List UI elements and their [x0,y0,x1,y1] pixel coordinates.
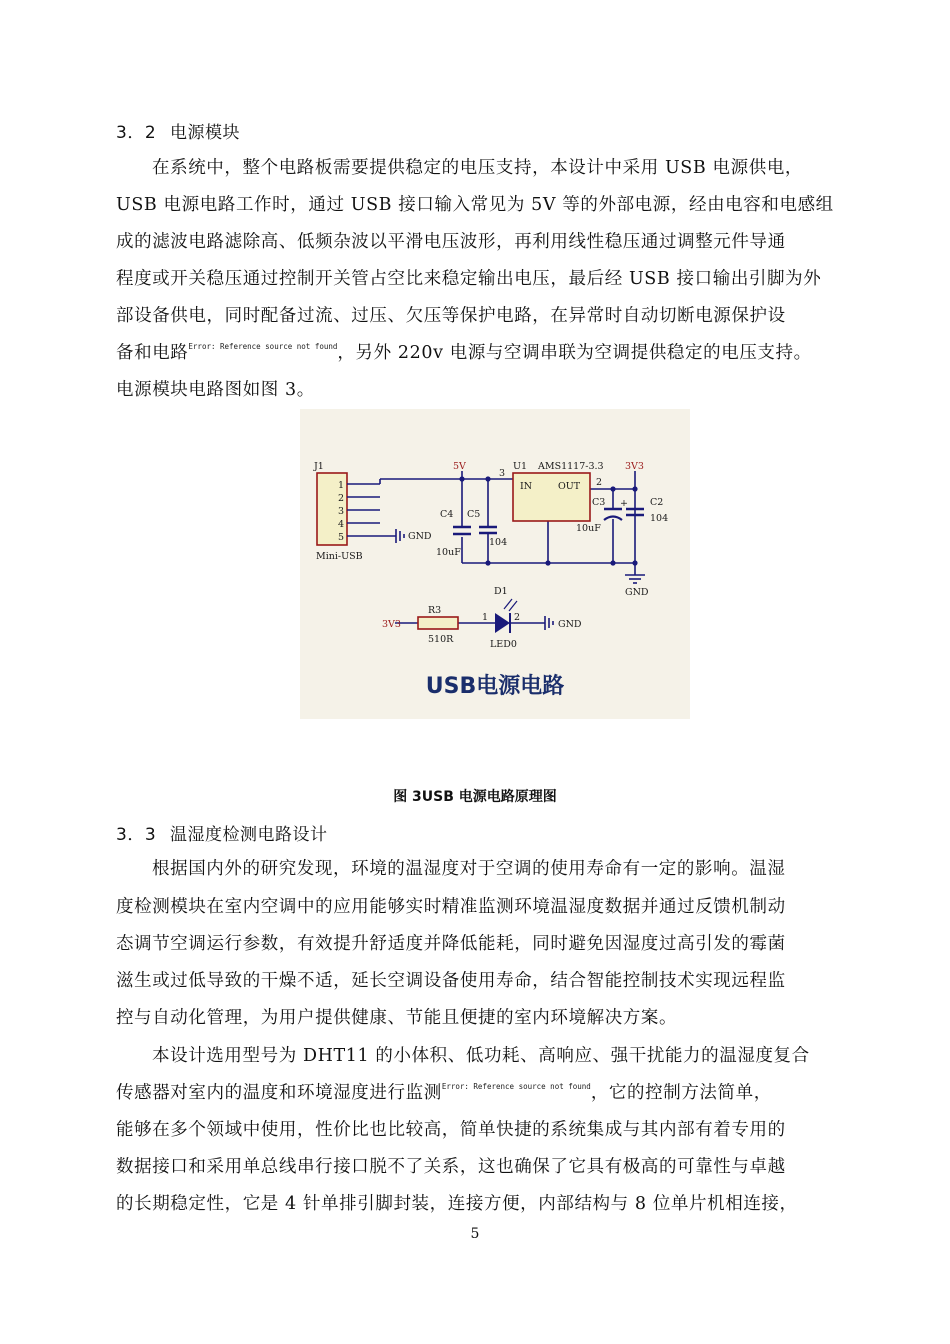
label-u1: U1 [513,461,528,472]
paragraph-line: 度检测模块在室内空调中的应用能够实时精准监测环境温湿度数据并通过反馈机制动 [116,897,786,917]
label-3v3: 3V3 [382,619,401,630]
junction-dot [632,486,637,491]
paragraph-line: USB 电源电路工作时，通过 USB 接口输入常见为 5V 等的外部电源，经由电容和电感组 [116,195,834,215]
paragraph-line: 电源模块电路图如图 3。 [116,380,315,400]
circuit-figure [300,409,690,719]
reference-error: Error: Reference source not found [441,1082,591,1091]
section-heading-3-2 [116,118,240,143]
figure-title: USB电源电路 [425,674,565,699]
label-r3: R3 [428,605,442,616]
junction-dot [632,560,637,565]
paragraph-line [116,339,812,364]
led-emission-arrow [509,601,517,611]
label-c5: C5 [467,509,481,520]
label-c3: C3 [592,497,606,508]
junction-dot [485,560,490,565]
label-in: IN [520,481,533,492]
label-c2: C2 [650,497,664,508]
schematic-svg [300,409,690,719]
label-plus: + [620,498,628,509]
label-pin: 3 [499,468,506,479]
section-heading-3-3 [116,820,328,845]
label-104: 104 [650,513,669,524]
label-5v: 5V [453,461,466,472]
label-pin: 2 [596,477,603,488]
label-mini-usb: Mini-USB [316,551,363,562]
label-gnd: GND [625,587,649,598]
figure-caption: 图 3USB 电源电路原理图 [393,789,557,805]
label-pin: 4 [338,519,345,530]
label-led0: LED0 [490,639,517,650]
resistor-r3 [418,617,458,629]
junction-dot [485,476,490,481]
text-segment: ，它的控制方法简单， [590,1083,772,1103]
paragraph-line: 能够在多个领域中使用，性价比也比较高，简单快捷的系统集成与其内部有着专用的 [116,1120,786,1140]
paragraph-line: 数据接口和采用单总线串行接口脱不了关系，这也确保了它具有极高的可靠性与卓越 [116,1157,786,1177]
junction-dot [545,560,550,565]
reference-error: Error: Reference source not found [188,342,338,351]
text-segment: ，另外 220v 电源与空调串联为空调提供稳定的电压支持。 [337,343,812,363]
label-pin: 2 [514,612,521,623]
section-number: 3．2 [116,123,157,143]
junction-dot [610,486,615,491]
text-segment: 传感器对室内的温度和环境湿度进行监测 [116,1083,442,1103]
paragraph-line: 成的滤波电路滤除高、低频杂波以平滑电压波形，再利用线性稳压通过调整元件导通 [116,232,786,252]
label-pin: 5 [338,532,345,543]
junction-dot [610,560,615,565]
section-title: 温湿度检测电路设计 [170,825,328,845]
label-10uf: 10uF [576,523,601,534]
paragraph-line: 根据国内外的研究发现，环境的温湿度对于空调的使用寿命有一定的影响。温湿 [152,859,786,879]
paragraph-line: 本设计选用型号为 DHT11 的小体积、低功耗、高响应、强干扰能力的温湿度复合 [152,1046,810,1066]
label-pin: 1 [482,612,489,623]
label-gnd: GND [558,619,582,630]
paragraph-line: 程度或开关稳压通过控制开关管占空比来稳定输出电压，最后经 USB 接口输出引脚为外 [116,269,822,289]
text-segment: 备和电路 [116,343,189,363]
label-ams1117: AMS1117-3.3 [538,461,604,472]
page-number: 5 [470,1226,480,1242]
junction-dot [459,476,464,481]
label-pin: 2 [338,493,345,504]
paragraph-line: 滋生或过低导致的干燥不适，延长空调设备使用寿命，结合智能控制技术实现远程监 [116,971,786,991]
label-c4: C4 [440,509,454,520]
label-pin: 3 [338,506,345,517]
section-number: 3．3 [116,825,157,845]
paragraph-line: 控与自动化管理，为用户提供健康、节能且便捷的室内环境解决方案。 [116,1008,678,1028]
label-pin: 1 [338,480,345,491]
label-d1: D1 [494,586,508,597]
label-gnd: GND [408,531,432,542]
led-emission-arrow [504,599,512,609]
label-104: 104 [489,537,508,548]
led-d1-icon [495,613,510,633]
paragraph-line: 在系统中，整个电路板需要提供稳定的电压支持，本设计中采用 USB 电源供电， [152,158,804,178]
section-title: 电源模块 [170,123,240,143]
paragraph-line: 的长期稳定性，它是 4 针单排引脚封装，连接方便，内部结构与 8 位单片机相连接， [116,1194,798,1214]
paragraph-line [116,1079,772,1104]
label-3v3: 3V3 [625,461,644,472]
label-out: OUT [558,481,581,492]
paragraph-line: 部设备供电，同时配备过流、过压、欠压等保护电路，在异常时自动切断电源保护设 [116,306,786,326]
label-j1: J1 [314,461,324,472]
paragraph-line: 态调节空调运行参数，有效提升舒适度并降低能耗，同时避免因湿度过高引发的霉菌 [116,934,786,954]
label-510r: 510R [428,634,454,645]
label-10uf: 10uF [436,547,461,558]
